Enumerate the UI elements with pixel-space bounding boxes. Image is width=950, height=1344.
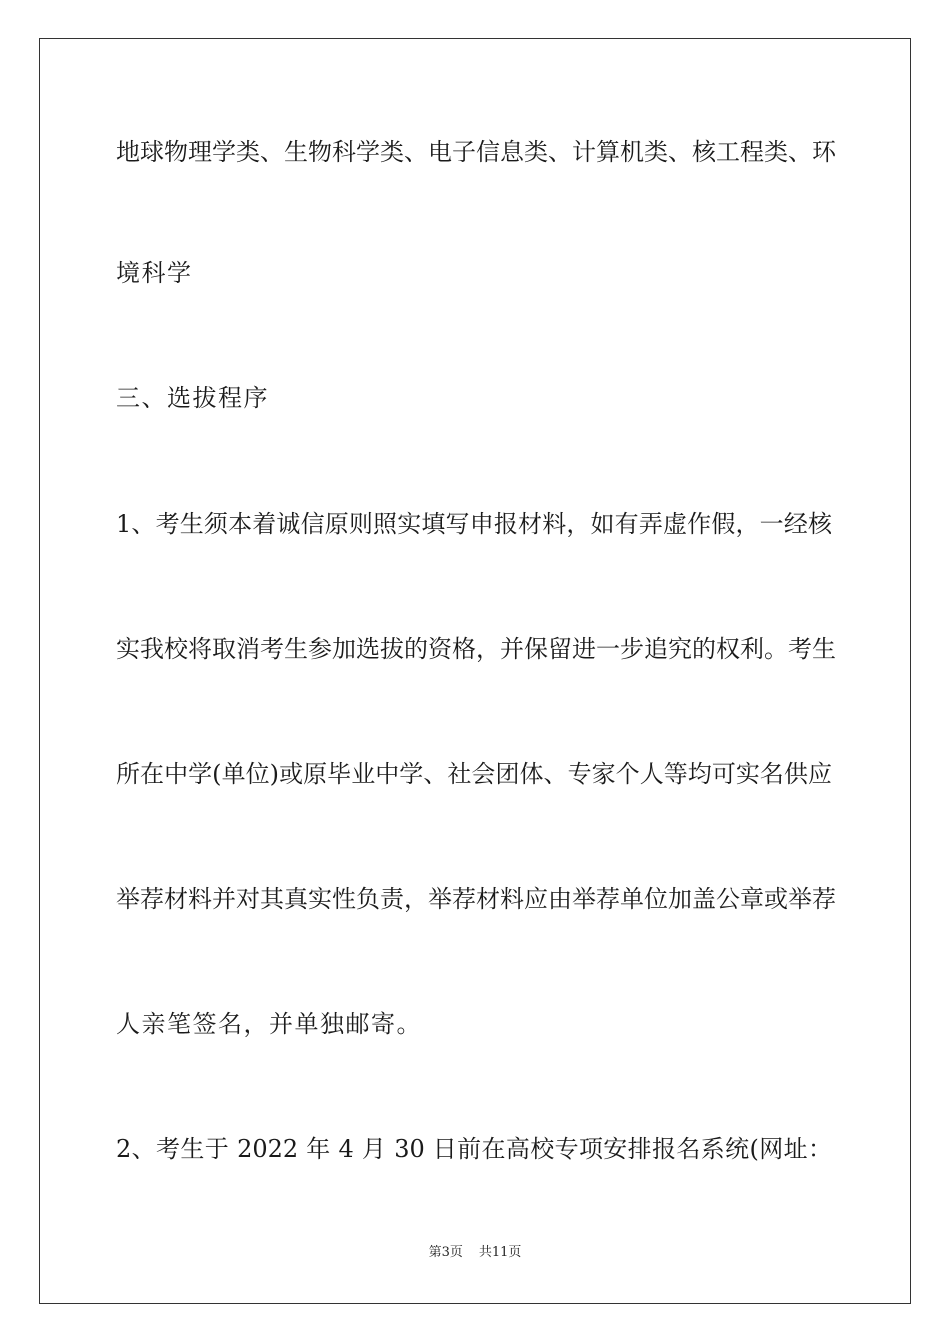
page-border [39,38,911,1304]
text-line-1: 地球物理学类、生物科学类、电子信息类、计算机类、核工程类、环 [116,138,836,166]
text-line-8: 人亲笔签名，并单独邮寄。 [116,1010,422,1038]
page-footer [0,1245,950,1261]
text-line-2: 境科学 [116,259,193,287]
text-line-9: 2、考生于 2022 年 4 月 30 日前在高校专项安排报名系统(网址： [116,1135,832,1163]
page-total: 共11页 [478,1245,522,1260]
text-line-7: 举荐材料并对其真实性负责，举荐材料应由举荐单位加盖公章或举荐 [116,885,836,913]
page-number: 第3页 [428,1245,463,1260]
text-line-6: 所在中学(单位)或原毕业中学、社会团体、专家个人等均可实名供应 [116,760,832,788]
text-line-5: 实我校将取消考生参加选拔的资格，并保留进一步追究的权利。考生 [116,635,836,663]
text-line-4: 1、考生须本着诚信原则照实填写申报材料，如有弄虚作假，一经核 [116,510,832,538]
section-heading: 三、选拔程序 [116,384,269,412]
